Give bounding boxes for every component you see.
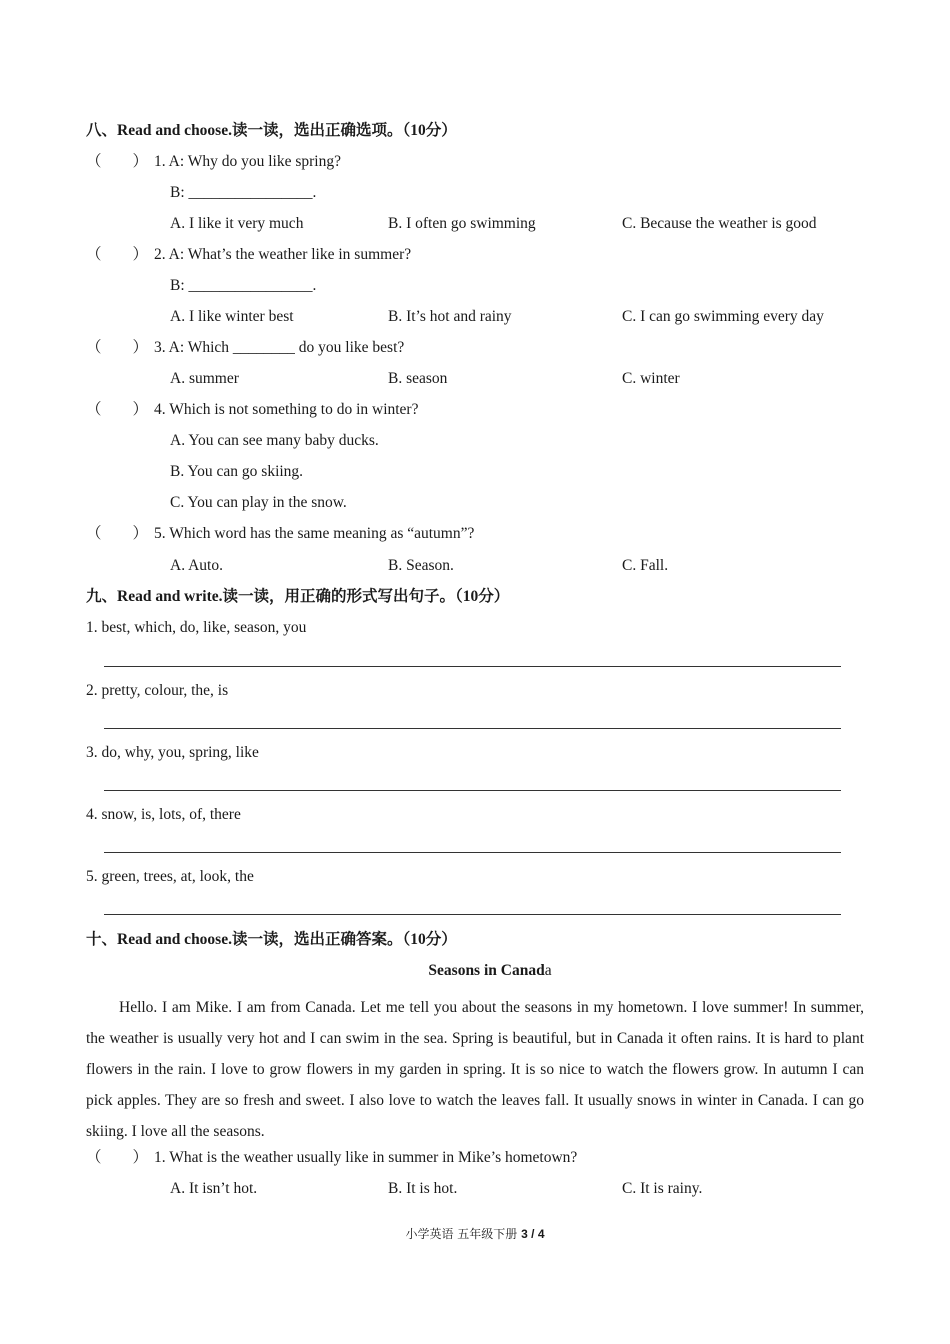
question-8-2-stem: 2. A: What’s the weather like in summer? (154, 246, 412, 263)
question-8-5-stem: 5. Which word has the same meaning as “autumn”? (154, 525, 475, 542)
question-8-5-option-c: C. Fall. (622, 557, 669, 574)
question-8-2-option-c: C. I can go swimming every day (622, 308, 824, 325)
page-number: 3 / 4 (521, 1227, 545, 1241)
question-10-1-option-a: A. It isn’t hot. (170, 1180, 258, 1197)
question-8-4-stem: 4. Which is not something to do in winter? (154, 401, 419, 418)
question-8-1-option-a: A. I like it very much (170, 215, 304, 232)
answer-paren-8-4: （ ） (86, 401, 149, 418)
answer-line-4[interactable] (104, 852, 841, 853)
question-8-4-option-c: C. You can play in the snow. (170, 494, 347, 511)
question-8-1-option-b: B. I often go swimming (388, 215, 536, 232)
answer-paren-8-3: （ ） (86, 339, 149, 356)
question-8-3-stem: 3. A: Which ________ do you like best? (154, 339, 405, 356)
question-8-3-option-c: C. winter (622, 370, 680, 387)
question-8-1-blank: B: ________________. (170, 184, 317, 201)
question-8-1-stem: 1. A: Why do you like spring? (154, 153, 341, 170)
answer-line-2[interactable] (104, 728, 841, 729)
answer-paren-8-1: （ ） (86, 153, 149, 170)
passage-title-tail: a (544, 962, 552, 979)
footer-label: 小学英语 五年级下册 (405, 1227, 518, 1241)
reading-passage: Hello. I am Mike. I am from Canada. Let me tell you about the seasons in my hometown. I love summer! In summer, the weather is usually very hot and I can swim in the sea. Spring is beautiful, but in Canada it often rains. It is hard to plant flowers in the rain. I love to grow flowers in my garden in spring. It is so nice to watch the flowers grow. In autumn I can pick apples. They are so fresh and sweet. I also love to watch the leaves fall. It usually snows in winter in Canada. I can go skiing. I love all the seasons. (86, 999, 864, 1140)
question-8-2-option-b: B. It’s hot and rainy (388, 308, 512, 325)
question-8-2-option-a: A. I like winter best (170, 308, 294, 325)
passage-title (0, 961, 950, 981)
write-item-3: 3. do, why, you, spring, like (86, 744, 259, 761)
passage-title-bold: Seasons in Canad (428, 962, 545, 979)
question-8-3-option-b: B. season (388, 370, 448, 387)
question-8-1-option-c: C. Because the weather is good (622, 215, 817, 232)
page-footer (0, 1225, 950, 1243)
question-10-1-option-c: C. It is rainy. (622, 1180, 703, 1197)
write-item-1: 1. best, which, do, like, season, you (86, 619, 307, 636)
question-8-5-option-b: B. Season. (388, 557, 454, 574)
question-8-4-option-b: B. You can go skiing. (170, 463, 304, 480)
answer-paren-10-1: （ ） (86, 1149, 149, 1166)
question-8-5-option-a: A. Auto. (170, 557, 223, 574)
write-item-5: 5. green, trees, at, look, the (86, 868, 254, 885)
write-item-4: 4. snow, is, lots, of, there (86, 806, 241, 823)
question-10-1-option-b: B. It is hot. (388, 1180, 458, 1197)
question-8-3-option-a: A. summer (170, 370, 239, 387)
section-10-heading: 十、Read and choose.读一读，选出正确答案。（10分） (86, 931, 457, 948)
answer-line-3[interactable] (104, 790, 841, 791)
question-8-2-blank: B: ________________. (170, 277, 317, 294)
question-10-1-stem: 1. What is the weather usually like in summer in Mike’s hometown? (154, 1149, 578, 1166)
answer-paren-8-2: （ ） (86, 246, 149, 263)
question-8-4-option-a: A. You can see many baby ducks. (170, 432, 379, 449)
answer-line-1[interactable] (104, 666, 841, 667)
section-9-heading: 九、Read and write.读一读，用正确的形式写出句子。（10分） (86, 588, 510, 605)
answer-paren-8-5: （ ） (86, 525, 149, 542)
section-8-heading: 八、Read and choose.读一读，选出正确选项。（10分） (86, 122, 457, 139)
write-item-2: 2. pretty, colour, the, is (86, 682, 229, 699)
answer-line-5[interactable] (104, 914, 841, 915)
